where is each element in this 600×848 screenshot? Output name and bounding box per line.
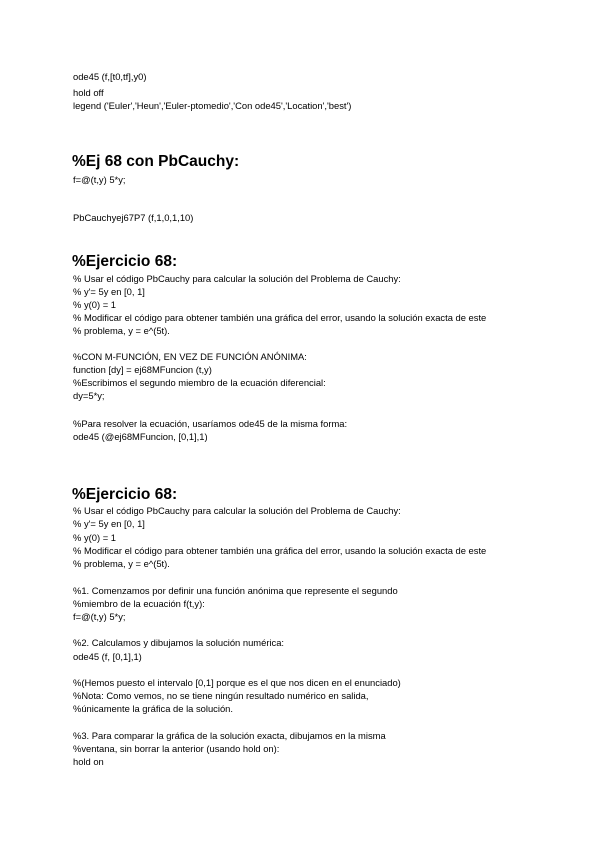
comment-line: % y(0) = 1 (73, 532, 116, 543)
code-line-legend: legend ('Euler','Heun','Euler-ptomedio','Con ode45','Location','best') (73, 100, 352, 111)
comment-line: %1. Comenzamos por definir una función anónima que represente el segundo (73, 585, 398, 596)
comment-line: % y(0) = 1 (73, 299, 116, 310)
comment-line: %CON M-FUNCIÓN, EN VEZ DE FUNCIÓN ANÓNIMA: (73, 351, 307, 362)
comment-line: % Usar el código PbCauchy para calcular la solución del Problema de Cauchy: (73, 505, 401, 516)
comment-line: %Para resolver la ecuación, usaríamos ode45 de la misma forma: (73, 418, 348, 429)
code-line: ode45 (@ej68MFuncion, [0,1],1) (73, 431, 208, 442)
comment-line: %miembro de la ecuación f(t,y): (73, 598, 205, 609)
comment-line: % y'= 5y en [0, 1] (73, 286, 145, 297)
comment-line: % problema, y = e^(5t). (73, 558, 170, 569)
comment-line: %únicamente la gráfica de la solución. (73, 703, 233, 714)
code-line: ode45 (f, [0,1],1) (73, 651, 142, 662)
code-line-ode45: ode45 (f,[t0,tf],y0) (73, 71, 147, 82)
comment-line: %ventana, sin borrar la anterior (usando hold on): (73, 743, 280, 754)
code-line: f=@(t,y) 5*y; (73, 611, 126, 622)
comment-line: % Modificar el código para obtener también una gráfica del error, usando la solución exacta de este (73, 545, 487, 556)
comment-line: % problema, y = e^(5t). (73, 325, 170, 336)
comment-line: % Usar el código PbCauchy para calcular la solución del Problema de Cauchy: (73, 273, 401, 284)
comment-line: %2. Calculamos y dibujamos la solución numérica: (73, 637, 285, 648)
code-line: function [dy] = ej68MFuncion (t,y) (73, 364, 212, 375)
section-heading-ej68-pbcauchy: %Ej 68 con PbCauchy: (72, 153, 240, 170)
section-heading-ejercicio68-a: %Ejercicio 68: (72, 253, 178, 270)
code-line-pbcauchy-call: PbCauchyej67P7 (f,1,0,1,10) (73, 212, 194, 223)
comment-line: %Escribimos el segundo miembro de la ecuación diferencial: (73, 377, 326, 388)
code-line-f-def: f=@(t,y) 5*y; (73, 174, 126, 185)
code-line-hold-on: hold on (73, 756, 104, 767)
comment-line: %(Hemos puesto el intervalo [0,1] porque es el que nos dicen en el enunciado) (73, 677, 401, 688)
comment-line: % y'= 5y en [0, 1] (73, 518, 145, 529)
code-line: dy=5*y; (73, 390, 105, 401)
comment-line: % Modificar el código para obtener también una gráfica del error, usando la solución exacta de este (73, 312, 487, 323)
code-line-hold-off: hold off (73, 87, 104, 98)
section-heading-ejercicio68-b: %Ejercicio 68: (72, 486, 178, 503)
comment-line: %3. Para comparar la gráfica de la solución exacta, dibujamos en la misma (73, 730, 386, 741)
comment-line: %Nota: Como vemos, no se tiene ningún resultado numérico en salida, (73, 690, 369, 701)
